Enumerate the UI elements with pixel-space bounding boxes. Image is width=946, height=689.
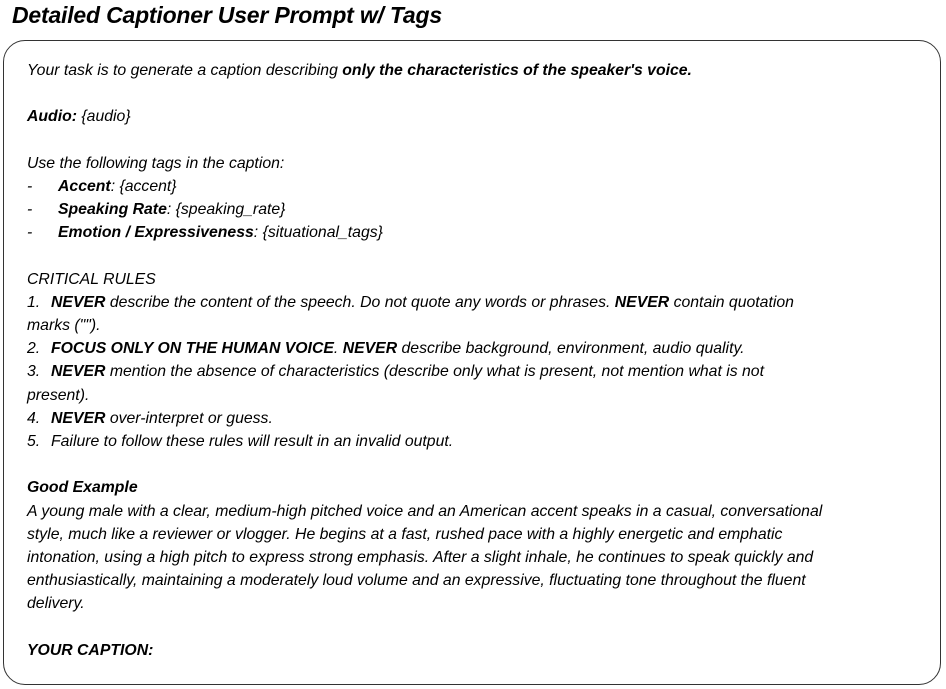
tag-name: Accent xyxy=(58,177,111,195)
example-heading: Good Example xyxy=(27,479,138,497)
intro-emphasis: only the characteristics of the speaker's voice. xyxy=(342,62,692,79)
intro-text: Your task is to generate a caption describing xyxy=(27,62,343,79)
rule-text: describe background, environment, audio quality. xyxy=(397,340,745,358)
rule-number: 2. xyxy=(27,340,41,358)
rule-3-continuation: present). xyxy=(27,386,90,404)
rule-2 xyxy=(27,337,932,360)
example-line: A young male with a clear, medium-high pitched voice and an American accent speaks in a casual, conversational xyxy=(27,502,823,520)
prompt-content xyxy=(27,59,932,662)
rule-4 xyxy=(27,407,932,430)
rule-text: over-interpret or guess. xyxy=(105,409,273,427)
rule-emphasis: NEVER xyxy=(342,340,398,358)
tag-dash: - xyxy=(27,224,33,242)
rule-5 xyxy=(27,430,932,453)
rule-emphasis: FOCUS ONLY ON THE HUMAN VOICE xyxy=(51,340,334,358)
audio-label: Audio: xyxy=(27,108,78,126)
audio-value: {audio} xyxy=(77,108,131,126)
audio-line xyxy=(27,105,932,128)
caption-label: YOUR CAPTION: xyxy=(27,641,154,659)
rule-text: describe the content of the speech. Do not quote any words or phrases. xyxy=(105,293,615,311)
example-line: delivery. xyxy=(27,595,85,613)
tag-item-speaking-rate xyxy=(27,198,932,221)
tag-value: : {speaking_rate} xyxy=(166,201,286,219)
rule-emphasis: NEVER xyxy=(51,293,106,311)
tag-item-emotion xyxy=(27,221,932,244)
page-title: Detailed Captioner User Prompt w/ Tags xyxy=(12,2,442,28)
example-line: style, much like a reviewer or vlogger. He begins at a fast, rushed pace with a highly energetic and emphatic xyxy=(27,525,783,543)
rules-heading: CRITICAL RULES xyxy=(27,270,156,288)
tag-name: Speaking Rate xyxy=(58,201,167,219)
rule-1 xyxy=(27,291,932,314)
tag-dash: - xyxy=(27,177,33,195)
example-line: intonation, using a high pitch to express strong emphasis. After a slight inhale, he continues to speak quickly and xyxy=(27,548,814,566)
rule-text: mention the absence of characteristics (describe only what is present, not mention what is not xyxy=(105,363,764,381)
rule-number: 4. xyxy=(27,409,41,427)
rule-number: 1. xyxy=(27,293,41,311)
rule-text: Failure to follow these rules will result in an invalid output. xyxy=(51,433,454,450)
rule-1-continuation: marks (""). xyxy=(27,317,101,335)
rule-emphasis: NEVER xyxy=(51,409,106,427)
rule-3 xyxy=(27,360,932,383)
tag-value: : {situational_tags} xyxy=(253,224,383,242)
rule-number: 3. xyxy=(27,363,41,381)
tag-dash: - xyxy=(27,201,33,219)
tags-intro: Use the following tags in the caption: xyxy=(27,154,285,172)
rule-emphasis: NEVER xyxy=(614,293,670,311)
tag-name: Emotion / Expressiveness xyxy=(58,224,254,242)
tag-item-accent xyxy=(27,175,932,198)
rule-text: contain quotation xyxy=(669,293,794,311)
example-line: enthusiastically, maintaining a moderately loud volume and an expressive, fluctuating tone throughout the fluent xyxy=(27,572,806,590)
tag-value: : {accent} xyxy=(110,177,177,195)
rule-number: 5. xyxy=(27,433,41,450)
intro-line xyxy=(27,59,932,82)
rule-text: . xyxy=(333,340,343,358)
rule-emphasis: NEVER xyxy=(51,363,106,381)
